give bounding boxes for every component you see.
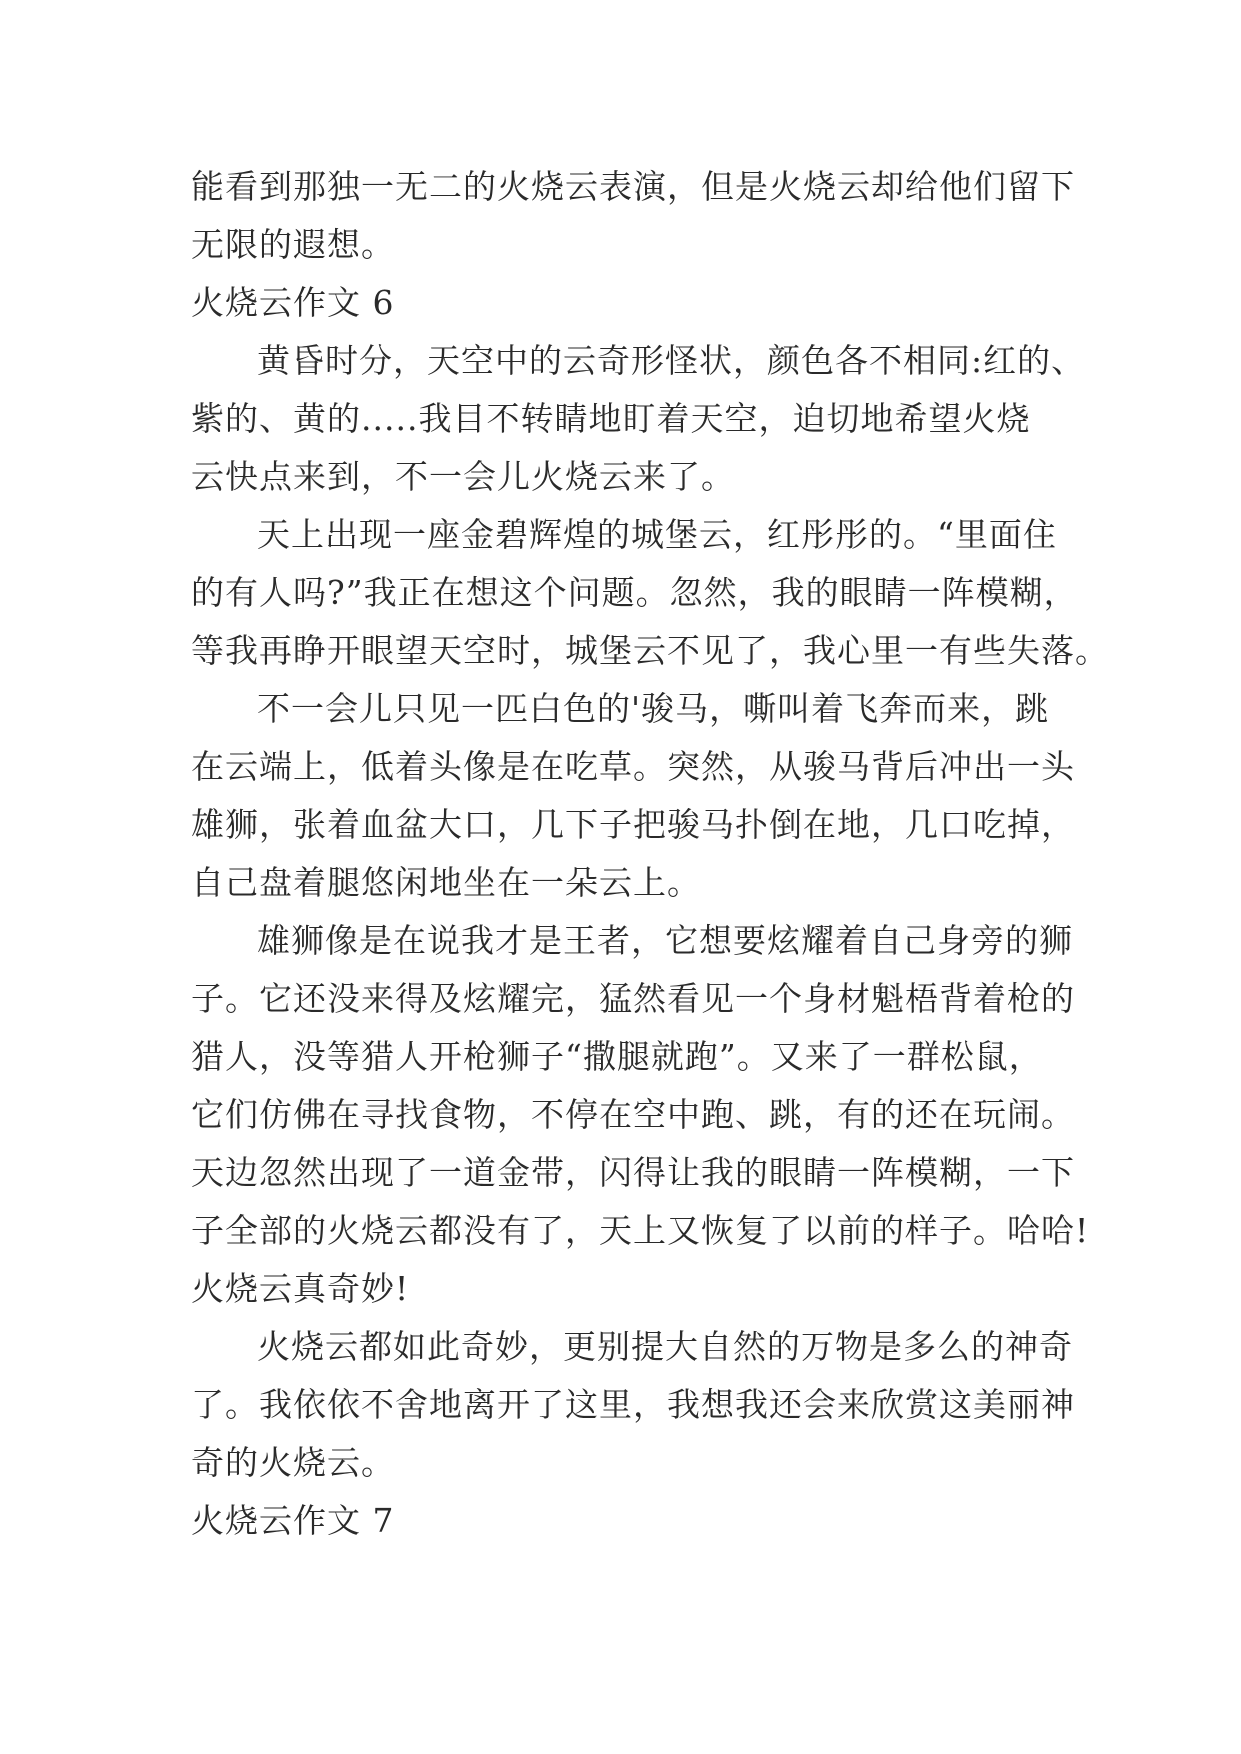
text-line: 子。它还没来得及炫耀完，猛然看见一个身材魁梧背着枪的 xyxy=(191,979,1075,1018)
text-line: 无限的遐想。 xyxy=(191,225,395,264)
text-line: 等我再睁开眼望天空时，城堡云不见了，我心里一有些失落。 xyxy=(191,631,1109,670)
text-line: 猎人，没等猎人开枪狮子“撒腿就跑”。又来了一群松鼠， xyxy=(191,1037,1043,1076)
section-heading-7: 火烧云作文 7 xyxy=(191,1501,395,1540)
text-line: 它们仿佛在寻找食物，不停在空中跑、跳，有的还在玩闹。 xyxy=(191,1095,1075,1134)
section-heading-6: 火烧云作文 6 xyxy=(191,283,395,322)
paragraph-first-line: 不一会儿只见一匹白色的'骏马，嘶叫着飞奔而来，跳 xyxy=(257,689,1050,728)
text-line: 在云端上，低着头像是在吃草。突然，从骏马背后冲出一头 xyxy=(191,747,1075,786)
text-line: 了。我依依不舍地离开了这里，我想我还会来欣赏这美丽神 xyxy=(191,1385,1075,1424)
essay-text xyxy=(191,158,1109,1550)
paragraph-first-line: 雄狮像是在说我才是王者，它想要炫耀着自己身旁的狮 xyxy=(257,921,1073,960)
text-line: 能看到那独一无二的火烧云表演，但是火烧云却给他们留下 xyxy=(191,167,1075,206)
text-line: 雄狮，张着血盆大口，几下子把骏马扑倒在地，几口吃掉， xyxy=(191,805,1075,844)
text-line: 紫的、黄的.....我目不转睛地盯着天空，迫切地希望火烧 xyxy=(191,399,1031,438)
text-line: 火烧云真奇妙! xyxy=(191,1269,410,1308)
text-line: 的有人吗?”我正在想这个问题。忽然，我的眼睛一阵模糊， xyxy=(191,573,1078,612)
text-line: 自己盘着腿悠闲地坐在一朵云上。 xyxy=(191,863,701,902)
paragraph-first-line: 火烧云都如此奇妙，更别提大自然的万物是多么的神奇 xyxy=(257,1327,1073,1366)
paragraph-first-line: 天上出现一座金碧辉煌的城堡云，红彤彤的。“里面住 xyxy=(257,515,1057,554)
text-line: 天边忽然出现了一道金带，闪得让我的眼睛一阵模糊，一下 xyxy=(191,1153,1075,1192)
text-line: 云快点来到，不一会儿火烧云来了。 xyxy=(191,457,735,496)
text-line: 子全部的火烧云都没有了，天上又恢复了以前的样子。哈哈! xyxy=(191,1211,1090,1250)
paragraph-first-line: 黄昏时分，天空中的云奇形怪状，颜色各不相同:红的、 xyxy=(257,341,1086,380)
text-line: 奇的火烧云。 xyxy=(191,1443,395,1482)
